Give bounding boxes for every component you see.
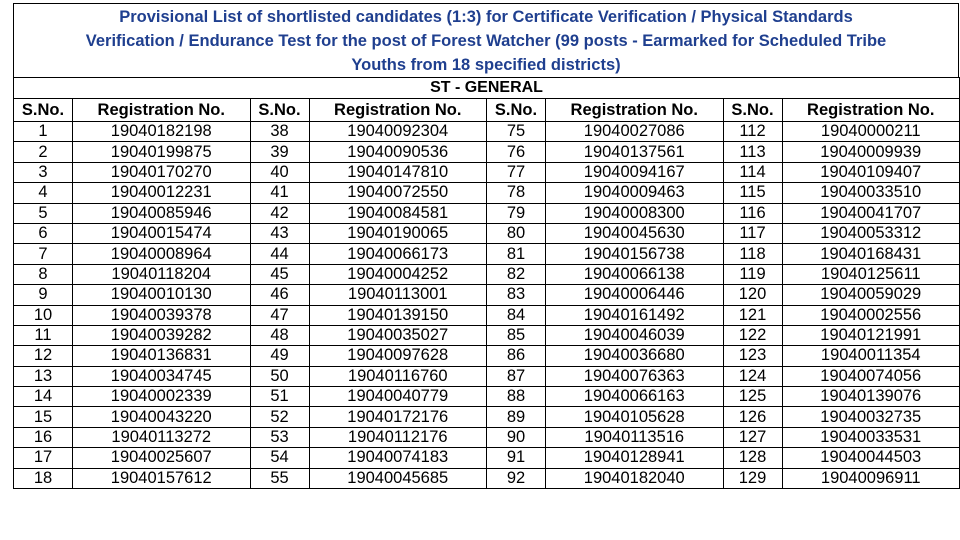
table-row [14, 346, 960, 366]
header-registration-no: Registration No. [782, 99, 960, 122]
serial-number-cell: 17 [14, 448, 73, 468]
registration-number-cell: 19040113272 [73, 427, 251, 447]
registration-number-cell: 19040137561 [546, 142, 724, 162]
registration-number-cell: 19040128941 [546, 448, 724, 468]
table-row [14, 142, 960, 162]
serial-number-cell: 49 [250, 346, 309, 366]
registration-number-cell: 19040109407 [782, 162, 960, 182]
registration-number-cell: 19040009463 [546, 183, 724, 203]
registration-number-cell: 19040190065 [309, 223, 487, 243]
table-row [14, 264, 960, 284]
serial-number-cell: 5 [14, 203, 73, 223]
registration-number-cell: 19040043220 [73, 407, 251, 427]
registration-number-cell: 19040040779 [309, 387, 487, 407]
registration-number-cell: 19040044503 [782, 448, 960, 468]
serial-number-cell: 15 [14, 407, 73, 427]
registration-number-cell: 19040116760 [309, 366, 487, 386]
serial-number-cell: 1 [14, 122, 73, 142]
serial-number-cell: 114 [723, 162, 782, 182]
registration-number-cell: 19040009939 [782, 142, 960, 162]
registration-number-cell: 19040139150 [309, 305, 487, 325]
registration-number-cell: 19040039282 [73, 325, 251, 345]
serial-number-cell: 79 [487, 203, 546, 223]
table-row [14, 223, 960, 243]
serial-number-cell: 54 [250, 448, 309, 468]
header-sno: S.No. [487, 99, 546, 122]
registration-number-cell: 19040136831 [73, 346, 251, 366]
registration-number-cell: 19040105628 [546, 407, 724, 427]
serial-number-cell: 113 [723, 142, 782, 162]
table-row [14, 183, 960, 203]
serial-number-cell: 50 [250, 366, 309, 386]
registration-number-cell: 19040161492 [546, 305, 724, 325]
serial-number-cell: 128 [723, 448, 782, 468]
serial-number-cell: 11 [14, 325, 73, 345]
serial-number-cell: 52 [250, 407, 309, 427]
serial-number-cell: 39 [250, 142, 309, 162]
registration-number-cell: 19040066138 [546, 264, 724, 284]
registration-number-cell: 19040199875 [73, 142, 251, 162]
registration-number-cell: 19040012231 [73, 183, 251, 203]
serial-number-cell: 125 [723, 387, 782, 407]
registration-number-cell: 19040034745 [73, 366, 251, 386]
title-line-3: Youths from 18 specified districts) [351, 55, 621, 74]
serial-number-cell: 43 [250, 223, 309, 243]
registration-number-cell: 19040045630 [546, 223, 724, 243]
registration-number-cell: 19040139076 [782, 387, 960, 407]
serial-number-cell: 47 [250, 305, 309, 325]
registration-number-cell: 19040039378 [73, 305, 251, 325]
registration-number-cell: 19040074183 [309, 448, 487, 468]
registration-number-cell: 19040027086 [546, 122, 724, 142]
serial-number-cell: 82 [487, 264, 546, 284]
serial-number-cell: 120 [723, 285, 782, 305]
table-row [14, 162, 960, 182]
table-row [14, 387, 960, 407]
serial-number-cell: 77 [487, 162, 546, 182]
section-row [14, 78, 960, 99]
header-sno: S.No. [250, 99, 309, 122]
serial-number-cell: 13 [14, 366, 73, 386]
registration-number-cell: 19040008964 [73, 244, 251, 264]
serial-number-cell: 118 [723, 244, 782, 264]
serial-number-cell: 85 [487, 325, 546, 345]
serial-number-cell: 78 [487, 183, 546, 203]
table-row [14, 203, 960, 223]
registration-number-cell: 19040004252 [309, 264, 487, 284]
serial-number-cell: 7 [14, 244, 73, 264]
title-line-1: Provisional List of shortlisted candidates (1:3) for Certificate Verification / Physical Standards [119, 7, 853, 26]
serial-number-cell: 3 [14, 162, 73, 182]
serial-number-cell: 88 [487, 387, 546, 407]
serial-number-cell: 41 [250, 183, 309, 203]
registration-number-cell: 19040002556 [782, 305, 960, 325]
serial-number-cell: 8 [14, 264, 73, 284]
registration-number-cell: 19040046039 [546, 325, 724, 345]
serial-number-cell: 123 [723, 346, 782, 366]
registration-number-cell: 19040041707 [782, 203, 960, 223]
candidates-table [13, 77, 960, 489]
header-sno: S.No. [723, 99, 782, 122]
document-title [13, 3, 959, 77]
serial-number-cell: 115 [723, 183, 782, 203]
registration-number-cell: 19040147810 [309, 162, 487, 182]
serial-number-cell: 46 [250, 285, 309, 305]
header-registration-no: Registration No. [309, 99, 487, 122]
header-registration-no: Registration No. [546, 99, 724, 122]
table-row [14, 122, 960, 142]
serial-number-cell: 4 [14, 183, 73, 203]
registration-number-cell: 19040121991 [782, 325, 960, 345]
registration-number-cell: 19040156738 [546, 244, 724, 264]
serial-number-cell: 86 [487, 346, 546, 366]
serial-number-cell: 119 [723, 264, 782, 284]
table-row [14, 468, 960, 488]
registration-number-cell: 19040084581 [309, 203, 487, 223]
serial-number-cell: 53 [250, 427, 309, 447]
serial-number-cell: 126 [723, 407, 782, 427]
serial-number-cell: 117 [723, 223, 782, 243]
header-row [14, 99, 960, 122]
document-sheet [13, 3, 959, 489]
registration-number-cell: 19040113516 [546, 427, 724, 447]
serial-number-cell: 91 [487, 448, 546, 468]
serial-number-cell: 89 [487, 407, 546, 427]
registration-number-cell: 19040125611 [782, 264, 960, 284]
serial-number-cell: 16 [14, 427, 73, 447]
registration-number-cell: 19040008300 [546, 203, 724, 223]
registration-number-cell: 19040015474 [73, 223, 251, 243]
registration-number-cell: 19040094167 [546, 162, 724, 182]
serial-number-cell: 10 [14, 305, 73, 325]
registration-number-cell: 19040074056 [782, 366, 960, 386]
registration-number-cell: 19040182198 [73, 122, 251, 142]
registration-number-cell: 19040025607 [73, 448, 251, 468]
serial-number-cell: 83 [487, 285, 546, 305]
registration-number-cell: 19040066173 [309, 244, 487, 264]
registration-number-cell: 19040090536 [309, 142, 487, 162]
registration-number-cell: 19040113001 [309, 285, 487, 305]
serial-number-cell: 12 [14, 346, 73, 366]
title-line-2: Verification / Endurance Test for the post of Forest Watcher (99 posts - Earmarked for Scheduled Tribe [85, 31, 887, 50]
serial-number-cell: 38 [250, 122, 309, 142]
serial-number-cell: 18 [14, 468, 73, 488]
registration-number-cell: 19040118204 [73, 264, 251, 284]
serial-number-cell: 84 [487, 305, 546, 325]
serial-number-cell: 42 [250, 203, 309, 223]
table-row [14, 244, 960, 264]
serial-number-cell: 122 [723, 325, 782, 345]
serial-number-cell: 45 [250, 264, 309, 284]
serial-number-cell: 14 [14, 387, 73, 407]
registration-number-cell: 19040096911 [782, 468, 960, 488]
serial-number-cell: 92 [487, 468, 546, 488]
table-row [14, 407, 960, 427]
registration-number-cell: 19040066163 [546, 387, 724, 407]
table-row [14, 305, 960, 325]
registration-number-cell: 19040059029 [782, 285, 960, 305]
registration-number-cell: 19040045685 [309, 468, 487, 488]
table-row [14, 427, 960, 447]
section-heading: ST - GENERAL [14, 78, 960, 99]
registration-number-cell: 19040076363 [546, 366, 724, 386]
registration-number-cell: 19040002339 [73, 387, 251, 407]
registration-number-cell: 19040157612 [73, 468, 251, 488]
serial-number-cell: 75 [487, 122, 546, 142]
table-row [14, 366, 960, 386]
header-sno: S.No. [14, 99, 73, 122]
serial-number-cell: 9 [14, 285, 73, 305]
registration-number-cell: 19040033510 [782, 183, 960, 203]
serial-number-cell: 80 [487, 223, 546, 243]
serial-number-cell: 76 [487, 142, 546, 162]
serial-number-cell: 51 [250, 387, 309, 407]
registration-number-cell: 19040072550 [309, 183, 487, 203]
serial-number-cell: 40 [250, 162, 309, 182]
registration-number-cell: 19040092304 [309, 122, 487, 142]
registration-number-cell: 19040032735 [782, 407, 960, 427]
registration-number-cell: 19040097628 [309, 346, 487, 366]
registration-number-cell: 19040000211 [782, 122, 960, 142]
registration-number-cell: 19040053312 [782, 223, 960, 243]
registration-number-cell: 19040036680 [546, 346, 724, 366]
registration-number-cell: 19040170270 [73, 162, 251, 182]
table-row [14, 448, 960, 468]
serial-number-cell: 81 [487, 244, 546, 264]
registration-number-cell: 19040085946 [73, 203, 251, 223]
serial-number-cell: 87 [487, 366, 546, 386]
serial-number-cell: 121 [723, 305, 782, 325]
registration-number-cell: 19040006446 [546, 285, 724, 305]
serial-number-cell: 112 [723, 122, 782, 142]
registration-number-cell: 19040010130 [73, 285, 251, 305]
serial-number-cell: 6 [14, 223, 73, 243]
serial-number-cell: 55 [250, 468, 309, 488]
table-row [14, 285, 960, 305]
serial-number-cell: 44 [250, 244, 309, 264]
registration-number-cell: 19040172176 [309, 407, 487, 427]
registration-number-cell: 19040033531 [782, 427, 960, 447]
serial-number-cell: 129 [723, 468, 782, 488]
serial-number-cell: 116 [723, 203, 782, 223]
table-row [14, 325, 960, 345]
serial-number-cell: 127 [723, 427, 782, 447]
registration-number-cell: 19040168431 [782, 244, 960, 264]
registration-number-cell: 19040182040 [546, 468, 724, 488]
table-body [14, 122, 960, 489]
registration-number-cell: 19040011354 [782, 346, 960, 366]
serial-number-cell: 48 [250, 325, 309, 345]
serial-number-cell: 90 [487, 427, 546, 447]
serial-number-cell: 124 [723, 366, 782, 386]
serial-number-cell: 2 [14, 142, 73, 162]
registration-number-cell: 19040035027 [309, 325, 487, 345]
header-registration-no: Registration No. [73, 99, 251, 122]
registration-number-cell: 19040112176 [309, 427, 487, 447]
